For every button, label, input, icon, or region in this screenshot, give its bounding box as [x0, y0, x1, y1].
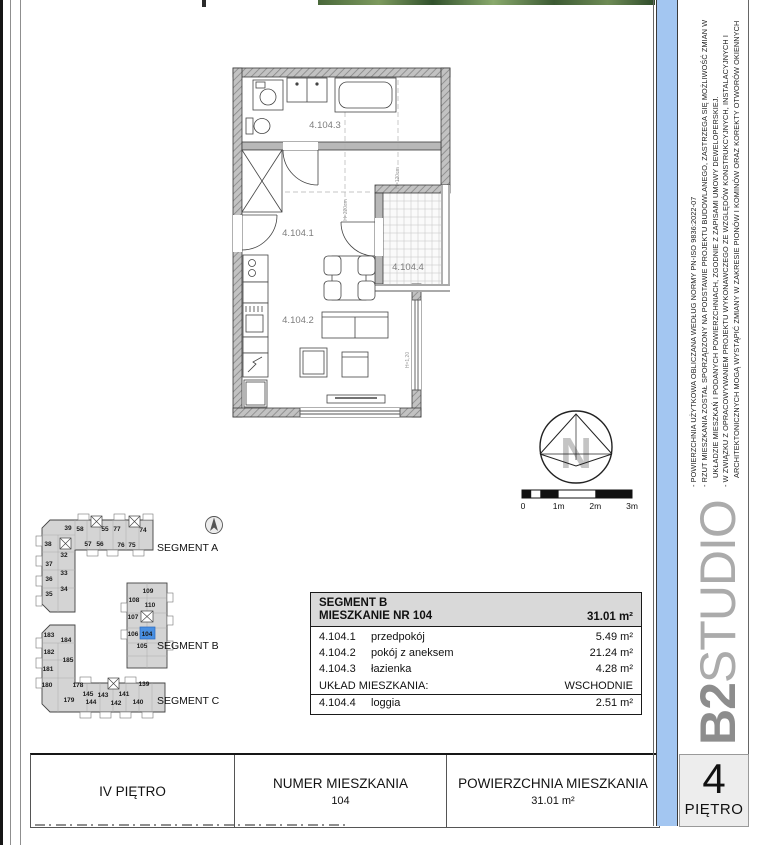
dim-sill-height: H=1,20 — [405, 351, 411, 369]
unit-number: 143 — [97, 692, 109, 699]
footer-bar — [30, 753, 660, 828]
unit-number: 105 — [136, 643, 148, 650]
room-label-bathroom: 4.104.3 — [309, 120, 341, 131]
scale-1m: 1m — [552, 501, 565, 511]
layout-label: UKŁAD MIESZKANIA: — [319, 679, 429, 692]
unit-number: 57 — [84, 541, 92, 548]
unit-number: 142 — [110, 700, 122, 707]
unit-number: 39 — [64, 525, 72, 532]
wardrobe — [242, 150, 282, 212]
unit-number: 58 — [76, 526, 84, 533]
table-row — [311, 645, 641, 661]
segment-a-label: SEGMENT A — [157, 542, 219, 554]
room-area: 2.51 m² — [595, 696, 633, 709]
floor-label: IV PIĘTRO — [99, 783, 166, 799]
dim-door-height: H=220cm — [343, 199, 349, 221]
unit-number: 139 — [138, 681, 150, 688]
kitchen — [243, 255, 268, 407]
apartment-table — [310, 592, 642, 715]
room-name: łazienka — [371, 663, 412, 676]
scale-3m: 3m — [626, 501, 638, 511]
unit-number: 74 — [139, 527, 147, 534]
cut-dash-line — [35, 824, 350, 826]
unit-number: 181 — [42, 666, 54, 673]
unit-number: 106 — [127, 631, 139, 638]
segment-c-label: SEGMENT C — [157, 695, 220, 707]
scale-bar — [518, 486, 643, 512]
floor-indicator — [679, 754, 749, 827]
room-area: 5.49 m² — [595, 631, 633, 643]
unit-number: 141 — [118, 691, 130, 698]
scale-labels — [521, 501, 638, 511]
floor-word: PIĘTRO — [684, 801, 744, 818]
legal-note-line: UKŁADZIE MIESZKAŃ I PODANYCH POWIERZCHNIACH, ZGODNIE Z ZAPISAMI UMOWY DEWELOPERSKIEJ. — [710, 96, 720, 478]
unit-number: 55 — [101, 526, 109, 533]
apartment-area-label: POWIERZCHNIA MIESZKANIA — [458, 775, 648, 791]
room-name: pokój z aneksem — [371, 647, 454, 660]
trim-line-1 — [10, 0, 11, 845]
layout-value: WSCHODNIE — [564, 679, 633, 692]
unit-number: 144 — [85, 699, 97, 706]
table-header — [311, 593, 641, 627]
page-edge-line — [0, 0, 3, 845]
segment-b-label: SEGMENT B — [157, 640, 219, 652]
table-row-layout — [311, 678, 641, 694]
legal-note-line: ARCHITEKTONICZNYCH MOGĄ WYSTĄPIĆ ZMIANY W ZAKRESIE PIONÓW I KOMINÓW ORAZ KOREKTY OTWORÓW OKIENNYCH — [732, 20, 742, 478]
segment-b-building — [121, 583, 173, 668]
footer-floor-cell — [31, 755, 235, 827]
room-name: loggia — [371, 696, 401, 709]
unit-number: 179 — [63, 697, 75, 704]
unit-number: 34 — [60, 586, 68, 593]
dim-window-height: H=120cm — [395, 167, 401, 189]
table-row — [311, 661, 641, 677]
unit-number: 182 — [43, 649, 55, 656]
room-label-living: 4.104.2 — [282, 315, 314, 326]
legal-notes — [689, 7, 743, 487]
logo-b2-text: B2 — [690, 683, 746, 745]
room-number: 4.104.4 — [319, 696, 356, 709]
unit-number: 76 — [117, 542, 125, 549]
logo-studio-text: STUDIO — [690, 500, 746, 684]
table-row — [311, 694, 641, 711]
unit-number: 107 — [127, 614, 139, 621]
unit-number: 56 — [96, 541, 104, 548]
unit-number: 108 — [128, 597, 140, 604]
sidebar-divider-left — [653, 0, 654, 826]
photo-strip — [318, 0, 655, 5]
mini-compass-icon — [206, 517, 223, 534]
unit-number: 35 — [45, 591, 53, 598]
table-row — [311, 629, 641, 645]
unit-number: 37 — [45, 561, 53, 568]
unit-number: 75 — [128, 542, 136, 549]
unit-number: 140 — [132, 699, 144, 706]
scale-2m: 2m — [589, 501, 602, 511]
footer-number-cell — [235, 755, 447, 827]
sidebar-divider-right — [748, 0, 749, 826]
key-plan — [30, 508, 235, 723]
b2studio-logo — [692, 500, 744, 745]
table-segment: SEGMENT B — [319, 597, 388, 609]
room-area: 21.24 m² — [589, 647, 633, 660]
table-body — [311, 627, 641, 714]
legal-note-line: - RZUT MIESZKANIA ZOSTAŁ SPORZĄDZONY NA PODSTAWIE PROJEKTU BUDOWLANEGO, ZASTRZEGA SIĘ MOŻLIWOŚĆ ZMIAN W — [699, 19, 709, 487]
room-number: 4.104.3 — [319, 663, 356, 676]
north-letter: N — [560, 429, 592, 478]
unit-number: 178 — [72, 682, 84, 689]
table-total-area: 31.01 m² — [586, 611, 633, 623]
compass — [530, 402, 622, 492]
footer-area-cell — [447, 755, 659, 827]
room-number: 4.104.1 — [319, 631, 356, 643]
room-label-loggia: 4.104.4 — [392, 262, 424, 273]
legal-note-line: - POWIERZCHNIA UŻYTKOWA OBLICZANA WEDŁUG NORMY PN-ISO 9836:2022-07 — [689, 196, 698, 487]
unit-number: 38 — [44, 541, 52, 548]
apartment-area-value: 31.01 m² — [531, 794, 575, 807]
unit-number: 33 — [60, 570, 68, 577]
unit-number: 109 — [142, 588, 154, 595]
unit-number: 145 — [82, 691, 94, 698]
floor-number: 4 — [702, 755, 726, 802]
blue-accent-stripe — [656, 0, 678, 826]
unit-number: 77 — [113, 526, 121, 533]
unit-number: 184 — [60, 637, 72, 644]
floor-plan — [225, 60, 465, 425]
unit-number: 185 — [62, 657, 74, 664]
scale-0: 0 — [520, 501, 526, 511]
unit-number: 183 — [43, 632, 55, 639]
unit-number: 36 — [45, 576, 53, 583]
unit-number: 110 — [144, 602, 156, 609]
room-area: 4.28 m² — [595, 663, 633, 676]
apartment-number-value: 104 — [331, 794, 350, 807]
unit-number: 32 — [60, 552, 68, 559]
table-apartment: MIESZKANIE NR 104 — [319, 610, 433, 622]
trim-line-2 — [20, 0, 21, 845]
room-label-hall: 4.104.1 — [282, 228, 314, 239]
apartment-number-label: NUMER MIESZKANIA — [272, 775, 408, 791]
room-name: przedpokój — [371, 631, 425, 643]
room-number: 4.104.2 — [319, 647, 356, 660]
registration-tick — [202, 0, 206, 7]
legal-note-line: - W ZWIĄZKU Z OPRACOWYWANIEM PROJEKTU WYKONAWCZEGO ZE WZGLĘDÓW KONSTRUKCYJNYCH, INSTALACYJNYCH I — [721, 34, 731, 487]
unit-number: 180 — [41, 682, 53, 689]
unit-number-highlighted: 104 — [141, 631, 153, 638]
